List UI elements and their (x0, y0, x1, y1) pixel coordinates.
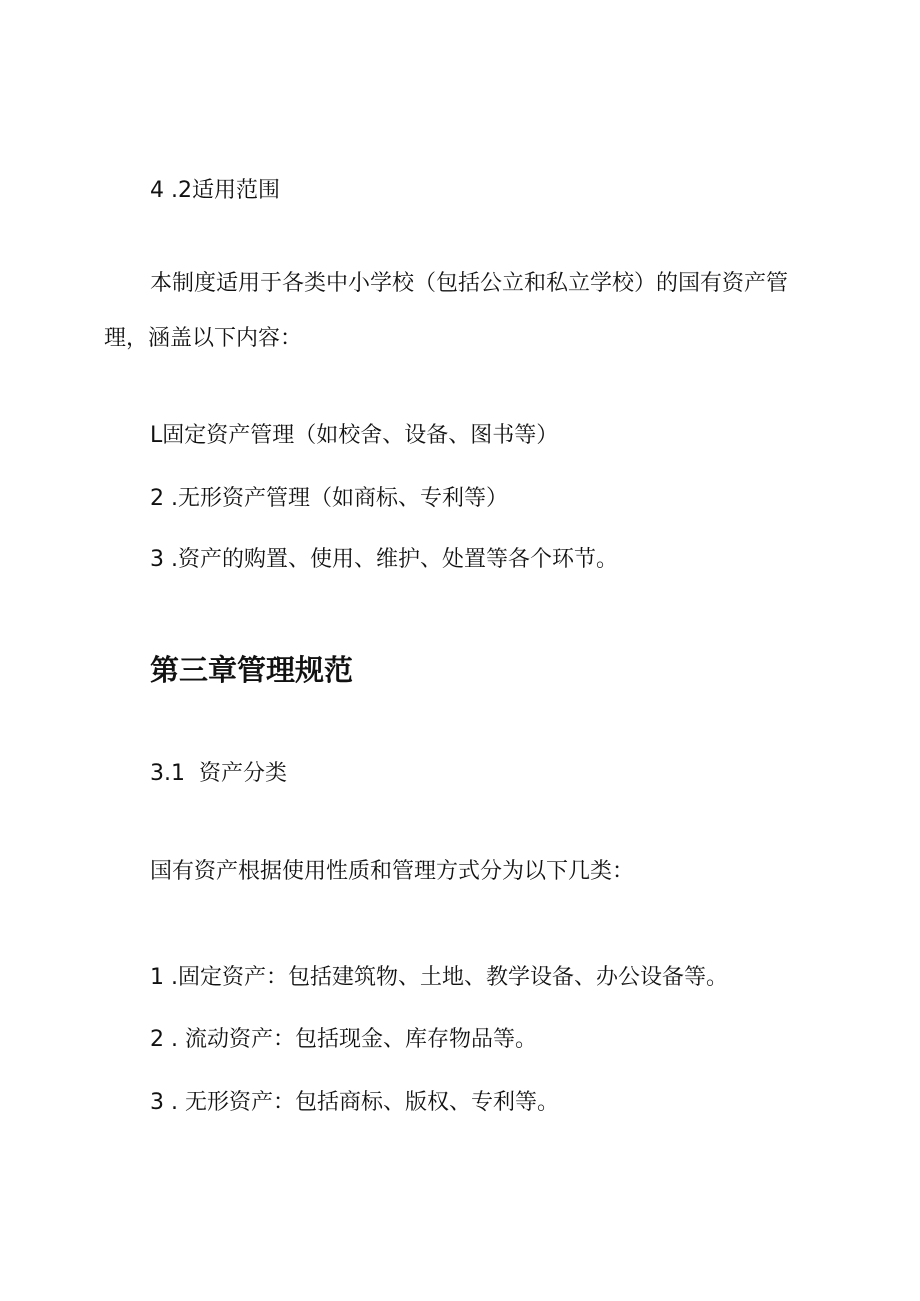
asset-class-item-1: 1 .固定资产：包括建筑物、土地、教学设备、办公设备等。 (150, 965, 728, 990)
scope-list-item-3: 3 .资产的购置、使用、维护、处置等各个环节。 (150, 547, 618, 572)
asset-class-item-3: 3 . 无形资产：包括商标、版权、专利等。 (150, 1090, 559, 1115)
section-3-1-title: 3.1 资产分类 (150, 761, 287, 786)
section-4-2-paragraph: 本制度适用于各类中小学校（包括公立和私立学校）的国有资产管理，涵盖以下内容： (104, 271, 789, 351)
scope-list-item-1: L固定资产管理（如校舍、设备、图书等） (150, 423, 559, 448)
asset-class-item-2: 2 . 流动资产：包括现金、库存物品等。 (150, 1027, 537, 1052)
chapter-3-heading: 第三章管理规范 (150, 653, 354, 687)
section-4-2-title: 4 .2适用范围 (150, 178, 280, 203)
scope-list-item-2: 2 .无形资产管理（如商标、专利等） (150, 486, 508, 511)
section-3-1-intro: 国有资产根据使用性质和管理方式分为以下几类： (150, 859, 635, 884)
